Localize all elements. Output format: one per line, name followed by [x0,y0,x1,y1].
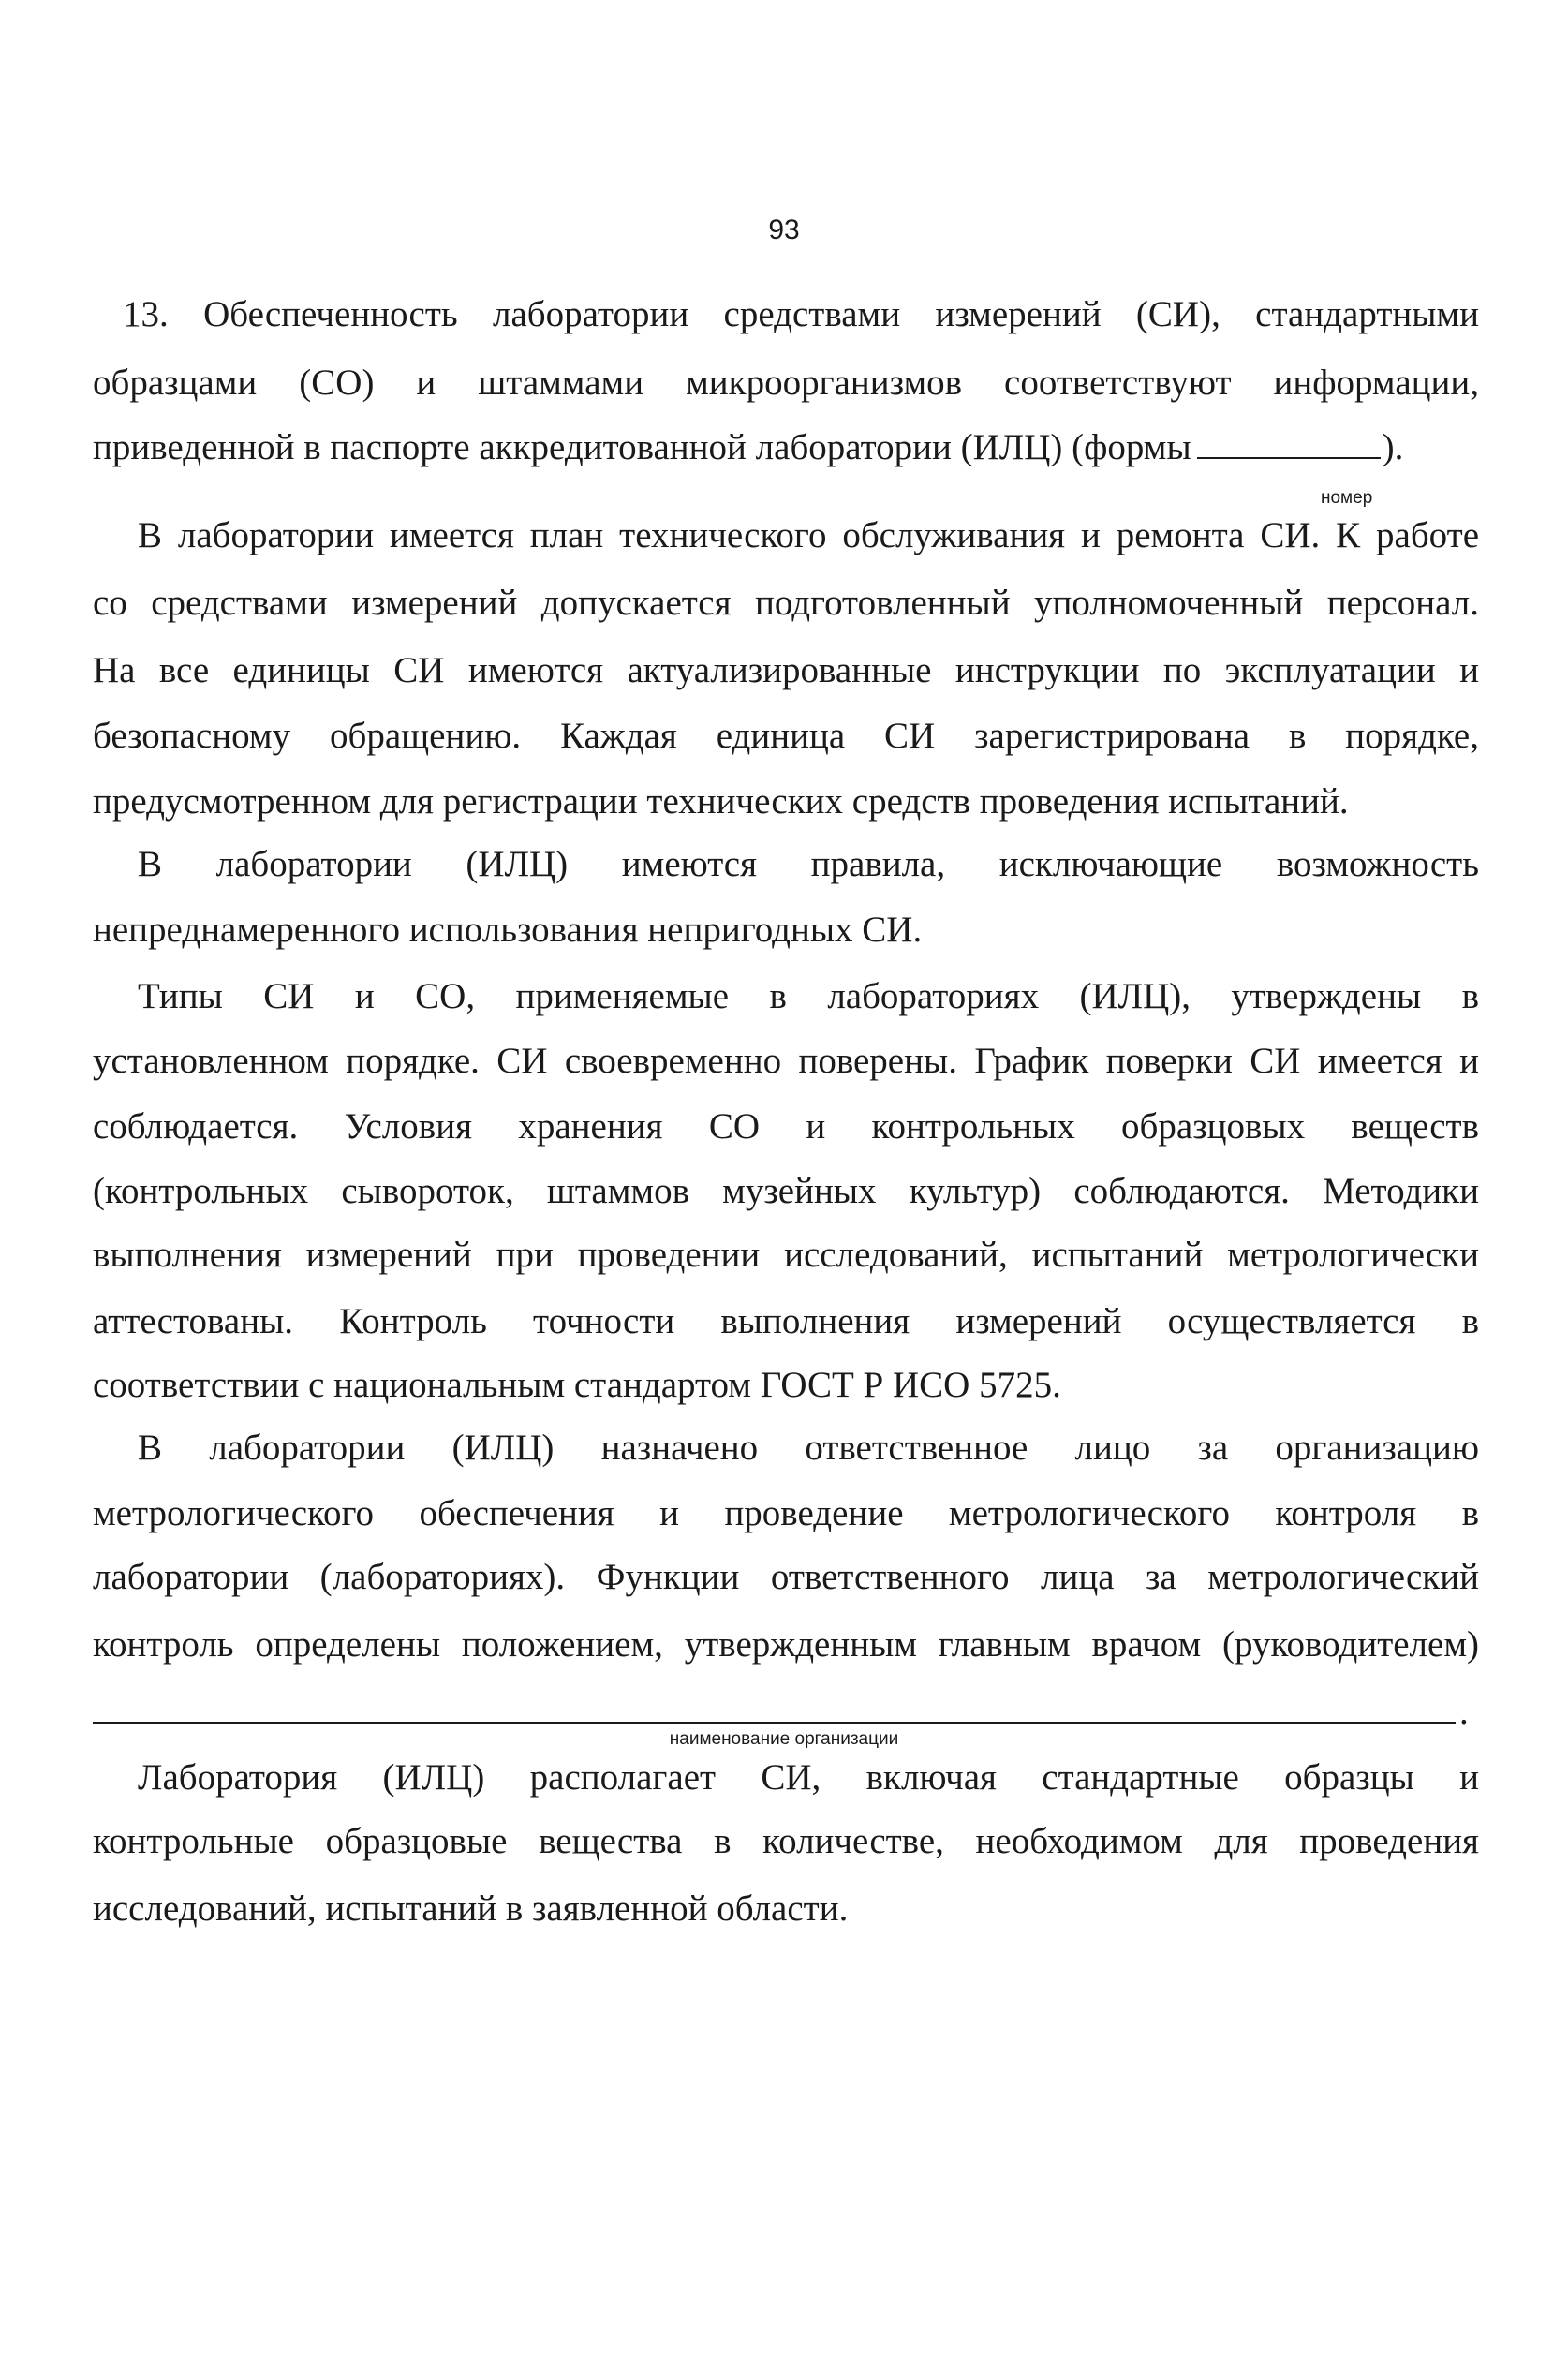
para-plan-line2: со средствами измерений допускается подготовленный уполномоченный персонал. [93,583,1479,623]
para-plan-line3: На все единицы СИ имеются актуализированные инструкции по эксплуатации и [93,650,1479,690]
para-types-line7: соответствии с национальным стандартом ГОСТ Р ИСО 5725. [93,1365,1061,1405]
para-plan-line4: безопасному обращению. Каждая единица СИ зарегистрирована в порядке, [93,716,1479,756]
section13-line2: образцами (СО) и штаммами микроорганизмов соответствуют информации, [93,363,1479,403]
page-number: 93 [768,215,800,245]
para-stock-line3: исследований, испытаний в заявленной области. [93,1888,849,1929]
section13-line3 [93,423,1479,472]
para-responsible-line3: лаборатории (лабораториях). Функции ответственного лица за метрологический [93,1557,1479,1597]
para-types-line4: (контрольных сывороток, штаммов музейных культур) соблюдаются. Методики [93,1171,1479,1211]
para-types-line2: установленном порядке. СИ своевременно поверены. График поверки СИ имеется и [93,1041,1479,1081]
para-types-line5: выполнения измерений при проведении исследований, испытаний метрологически [93,1235,1479,1275]
para-rules-line2: непреднамеренного использования непригодных СИ. [93,910,923,950]
para-plan-line1: В лаборатории имеется план технического обслуживания и ремонта СИ. К работе [138,515,1479,555]
para-stock-line2: контрольные образцовые вещества в количестве, необходимом для проведения [93,1821,1479,1861]
para-types-line1: Типы СИ и СО, применяемые в лабораториях (ИЛЦ), утверждены в [138,976,1479,1016]
organization-name-blank [93,1722,1456,1724]
para-responsible-line2: метрологического обеспечения и проведение метрологического контроля в [93,1493,1479,1533]
para-types-line6: аттестованы. Контроль точности выполнения измерений осуществляется в [93,1301,1479,1341]
para-plan-line5: предусмотренном для регистрации технических средств проведения испытаний. [93,781,1349,822]
section13-line3-text: приведенной в паспорте аккредитованной лаборатории (ИЛЦ) (формы [93,427,1191,467]
para-responsible-line4: контроль определены положением, утвержденным главным врачом (руководителем) [93,1624,1479,1665]
form-number-blank [1197,423,1381,459]
caption-number: номер [1321,488,1373,508]
para-responsible-line1: В лаборатории (ИЛЦ) назначено ответственное лицо за организацию [138,1428,1479,1468]
organization-line-end: . [1459,1692,1469,1732]
para-rules-line1: В лаборатории (ИЛЦ) имеются правила, исключающие возможность [138,844,1479,884]
para-types-line3: соблюдается. Условия хранения СО и контрольных образцовых веществ [93,1106,1479,1147]
para-stock-line1: Лаборатория (ИЛЦ) располагает СИ, включая стандартные образцы и [138,1757,1479,1798]
section13-line1: 13. Обеспеченность лаборатории средствами измерений (СИ), стандартными [123,294,1479,334]
caption-organization: наименование организации [669,1729,899,1749]
section13-line3-end: ). [1382,427,1404,467]
